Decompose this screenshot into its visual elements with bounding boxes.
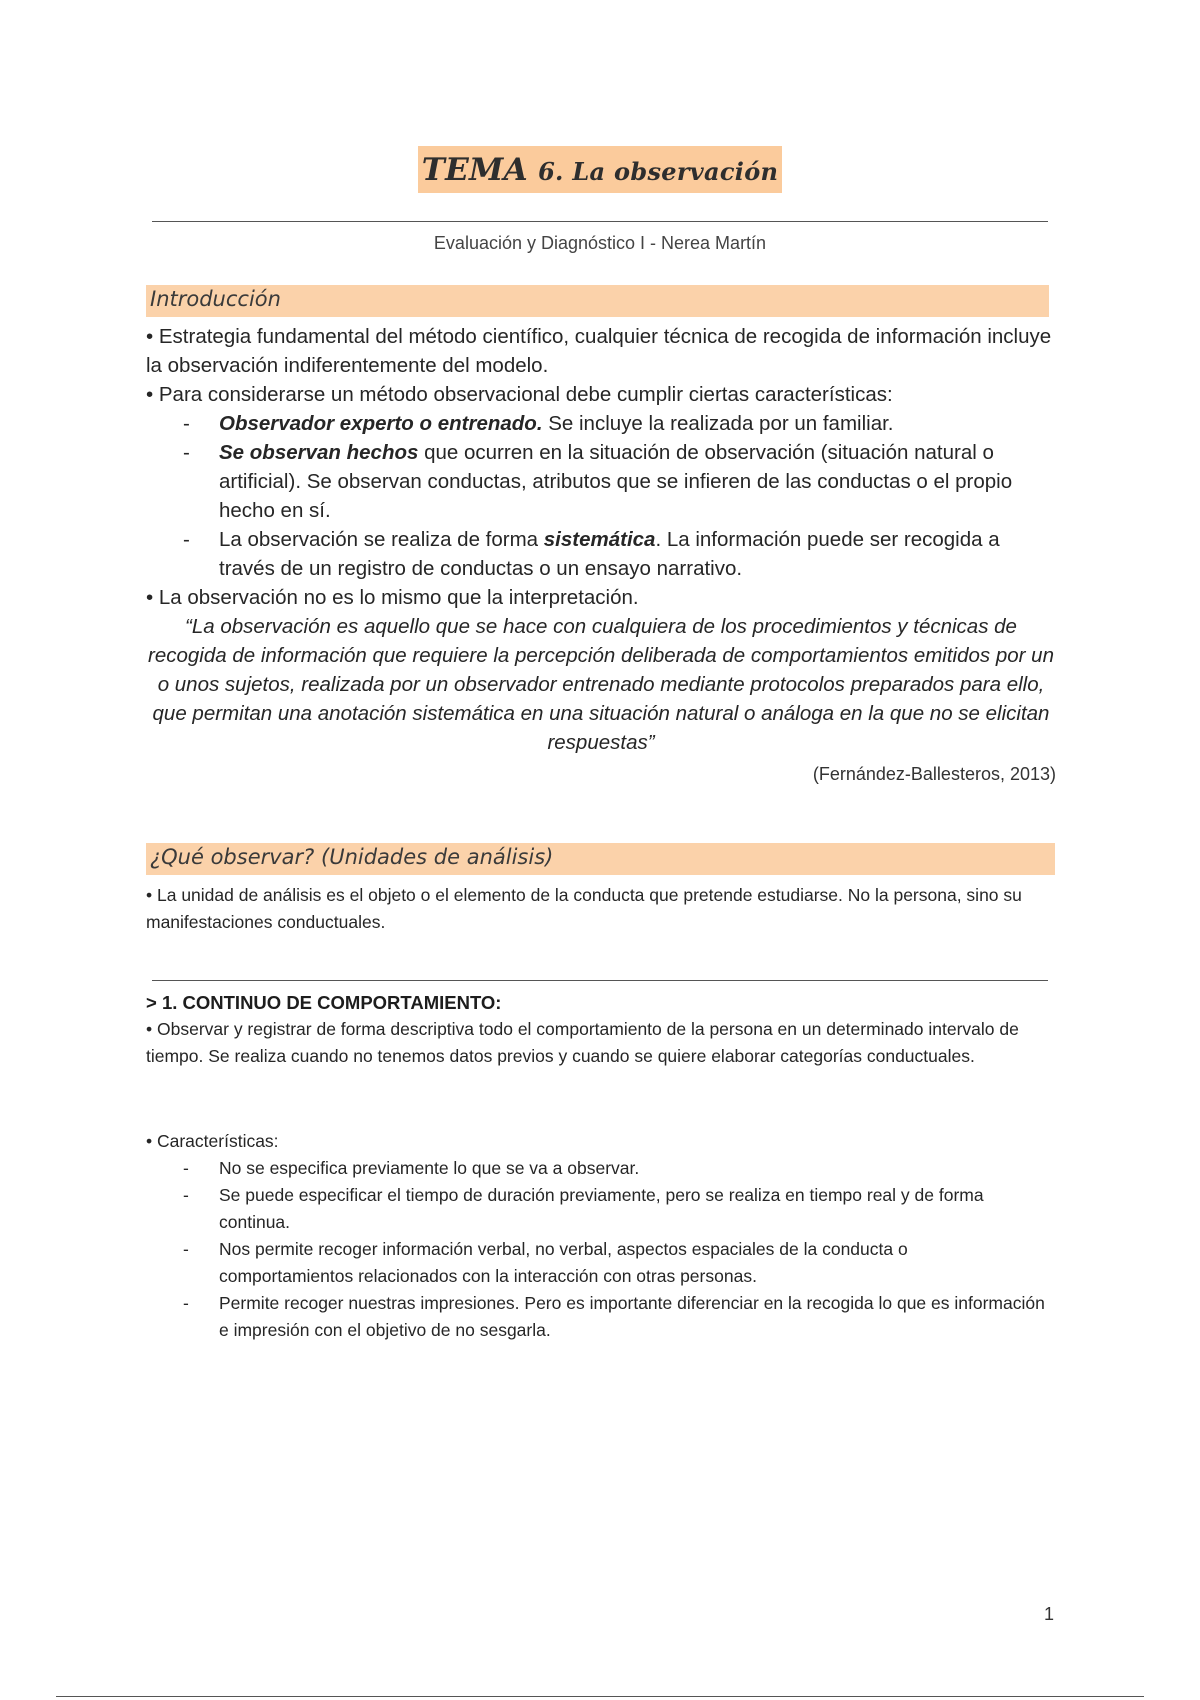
continuo-body	[146, 1016, 1046, 1070]
page-title	[418, 146, 783, 193]
intro-body	[146, 322, 1056, 612]
title-prefix: TEMA	[421, 152, 528, 188]
intro-item-1-rest: Se incluye la realizada por un familiar.	[542, 412, 894, 435]
title-rest: 6. La observación	[538, 157, 779, 186]
subtitle: Evaluación y Diagnóstico I - Nerea Martín	[433, 233, 767, 253]
intro-item-2-rest: que ocurren en la situación de observación (situación natural o artificial). Se observan conductas, atributos que se infieren de las conductas o el propio hecho en sí.	[219, 441, 1013, 522]
quote-source: (Fernández-Ballesteros, 2013)	[812, 764, 1056, 784]
characteristics-label: • Características:	[146, 1131, 279, 1151]
intro-bullet-1: • Estrategia fundamental del método científico, cualquier técnica de recogida de información incluye la observación indiferentemente del modelo.	[146, 325, 1052, 377]
section-heading-units: ¿Qué observar? (Unidades de análisis)	[146, 843, 1055, 875]
header-divider	[152, 221, 1048, 222]
intro-item-3-pre: La observación se realiza de forma	[219, 528, 544, 551]
intro-item-2	[146, 438, 1056, 525]
intro-item-3-bold: sistemática	[543, 528, 656, 551]
page-number: 1	[1043, 1604, 1054, 1624]
characteristic-item-4: - Permite recoger nuestras impresiones. Pero es importante diferenciar en la recogida lo que es información e impresión con el objetivo de no sesgarla.	[146, 1290, 1046, 1344]
intro-item-3-rest: . La información puede ser recogida a través de un registro de conductas o un ensayo narrativo.	[219, 528, 1000, 580]
intro-bullet-3: • La observación no es lo mismo que la interpretación.	[146, 586, 639, 609]
characteristic-item-3: - Nos permite recoger información verbal, no verbal, aspectos espaciales de la conducta o comportamientos relacionados con la interacción con otras personas.	[146, 1236, 1046, 1290]
characteristic-item-1: - No se especifica previamente lo que se va a observar.	[146, 1155, 1046, 1182]
intro-item-1-bold: Observador experto o entrenado.	[219, 412, 543, 435]
section-divider	[152, 980, 1048, 981]
intro-item-1	[146, 409, 1056, 438]
title-wrap	[0, 146, 1200, 193]
page-bottom-divider	[56, 1696, 1144, 1697]
section-heading-intro: Introducción	[146, 285, 1049, 317]
units-body	[146, 882, 1046, 936]
units-bullet: • La unidad de análisis es el objeto o el elemento de la conducta que pretende estudiarse. No la persona, sino su manifestaciones conductuales.	[146, 885, 1022, 932]
intro-bullet-2: • Para considerarse un método observacional debe cumplir ciertas características:	[146, 383, 893, 406]
characteristic-item-2: - Se puede especificar el tiempo de duración previamente, pero se realiza en tiempo real y de forma continua.	[146, 1182, 1046, 1236]
quote-text: “La observación es aquello que se hace con cualquiera de los procedimientos y técnicas de recogida de información que requiere la percepción deliberada de comportamientos emitidos por un o unos sujetos, realizada por un observador entrenado mediante protocolos preparados para ello, que permitan una anotación sistemática en una situación natural o análoga en la que no se elicitan respuestas”	[148, 615, 1054, 754]
continuo-bullet: • Observar y registrar de forma descriptiva todo el comportamiento de la persona en un determinado intervalo de tiempo. Se realiza cuando no tenemos datos previos y cuando se quiere elaborar categorías conductuales.	[146, 1019, 1019, 1066]
continuo-heading: > 1. CONTINUO DE COMPORTAMIENTO:	[146, 992, 502, 1013]
characteristics-list	[146, 1128, 1046, 1344]
intro-item-2-bold: Se observan hechos	[219, 441, 419, 464]
intro-item-3	[146, 525, 1056, 583]
